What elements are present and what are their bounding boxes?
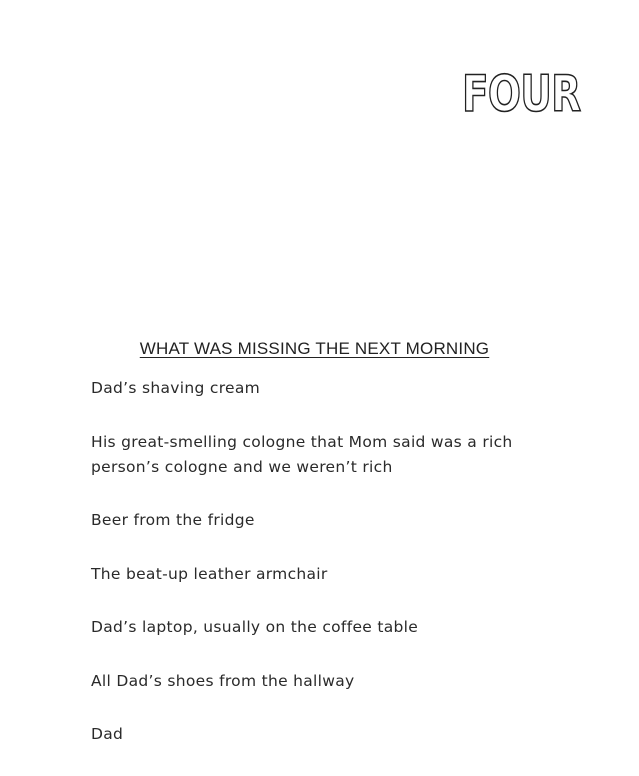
list-item: Dad’s shaving cream (91, 379, 261, 397)
list-item: All Dad’s shoes from the hallway (91, 671, 355, 690)
list-item: Dad (91, 725, 124, 743)
chapter-heading: FOUR (462, 65, 581, 123)
list-title: WHAT WAS MISSING THE NEXT MORNING (139, 339, 490, 358)
list-title-wrapper (0, 337, 629, 361)
list-item: The beat-up leather armchair (91, 564, 328, 583)
missing-items-list (91, 376, 531, 776)
list-item: Dad’s laptop, usually on the coffee table (91, 618, 419, 636)
list-item: Beer from the fridge (91, 511, 255, 529)
list-item: His great-smelling cologne that Mom said was a rich person’s cologne and we weren’t rich (91, 432, 513, 476)
